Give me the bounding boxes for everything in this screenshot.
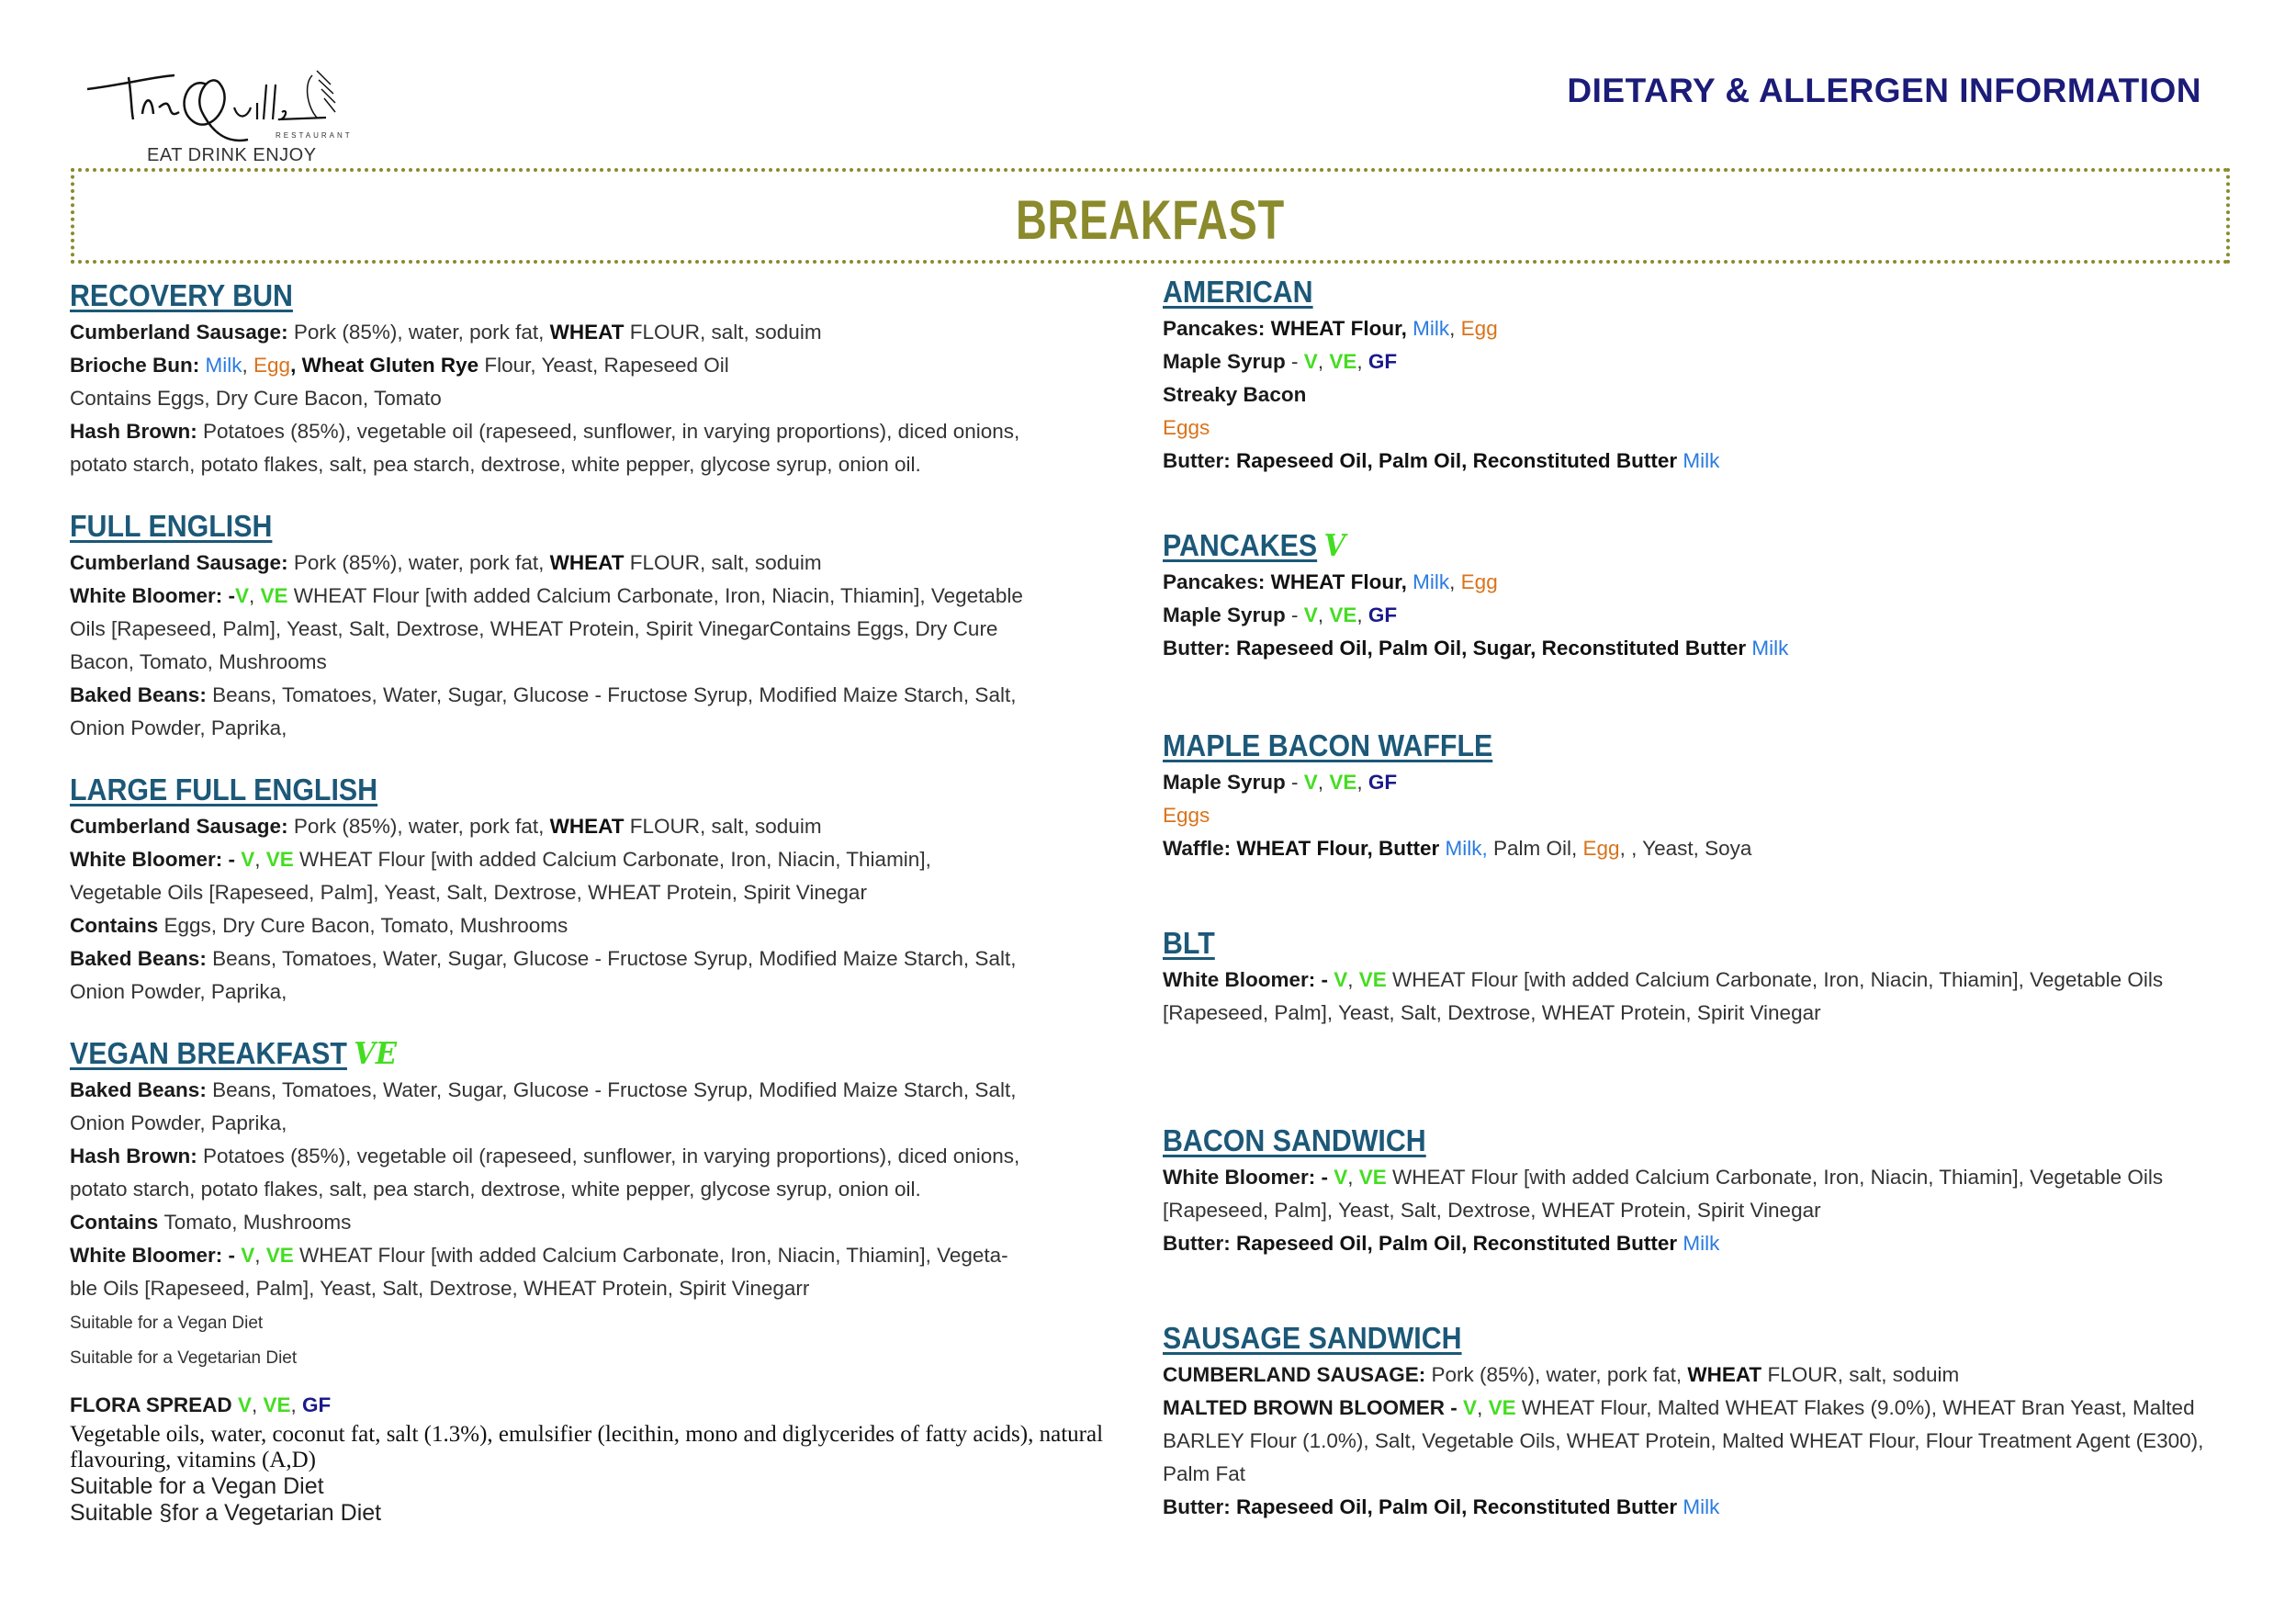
ingredient-label: Butter:: [1163, 1495, 1236, 1518]
menu-item-title: [70, 1033, 397, 1074]
ingredient-line: [70, 1305, 1126, 1340]
diet-badge: VE: [1329, 350, 1357, 373]
ingredient-text: WHEAT Flour [with added Calcium Carbonate, Iron, Niacin, Thiamin], Vegeta-: [293, 1244, 1008, 1267]
diet-badge: VE: [354, 1035, 398, 1071]
ingredient-label: Waffle:: [1163, 837, 1237, 860]
diet-badge: V: [1463, 1396, 1478, 1419]
ingredient-line: [70, 942, 1126, 976]
ingredient-line: [1163, 566, 2219, 599]
diet-badge: V: [1303, 350, 1318, 373]
menu-item-name: LARGE FULL ENGLISH: [70, 773, 378, 806]
ingredient-text-bold: Rapeseed Oil, Palm Oil, Sugar, Reconstituted Butter: [1236, 637, 1752, 660]
description-text: Vegetable oils, water, coconut fat, salt (1.3%), emulsifier (lecithin, mono and diglycerides of fatty acids), natural: [70, 1422, 1104, 1447]
ingredient-text: WHEAT Flour [with added Calcium Carbonate, Iron, Niacin, Thiamin], Vegetable Oils: [1386, 1166, 2164, 1189]
ingredient-label: White Bloomer: -: [70, 848, 242, 871]
ingredient-text: ,: [1347, 968, 1359, 991]
menu-item-title: [70, 770, 377, 810]
ingredient-line: [70, 1239, 1126, 1272]
ingredient-text: FLOUR, salt, soduim: [624, 551, 822, 574]
menu-item-name: FULL ENGLISH: [70, 509, 273, 543]
diet-badge: V: [1303, 771, 1318, 794]
ingredient-line: [1163, 1392, 2219, 1425]
ingredient-text: ,: [1449, 570, 1461, 593]
ingredient-label: Baked Beans:: [70, 1078, 213, 1101]
ingredient-line: [1163, 378, 2219, 412]
ingredient-text: ,: [290, 1393, 302, 1416]
ingredient-text: potato starch, potato flakes, salt, pea starch, dextrose, white pepper, glycose syrup, onion oil.: [70, 453, 921, 476]
ingredient-label: Butter:: [1163, 1232, 1236, 1255]
menu-item-large-full-english: [70, 770, 1126, 1009]
ingredient-label: Maple Syrup: [1163, 350, 1292, 373]
diet-badge: V: [1334, 968, 1348, 991]
ingredient-label: Baked Beans:: [70, 947, 213, 970]
menu-item-title: [1163, 1121, 1426, 1161]
ingredient-text: ,: [251, 1393, 264, 1416]
ingredient-text-bold: Rapeseed Oil, Palm Oil, Reconstituted Butter: [1236, 1495, 1683, 1518]
ingredient-line: [70, 415, 1126, 448]
ingredient-line: [70, 810, 1126, 843]
ingredient-line: [70, 580, 1126, 613]
banner-title: BREAKFAST: [1015, 189, 1286, 251]
diet-badge: VE: [1329, 771, 1357, 794]
tagline: EAT DRINK ENJOY: [147, 145, 317, 165]
ingredient-label: Pancakes:: [1163, 317, 1271, 340]
allergen-egg: Egg: [253, 354, 291, 377]
ingredient-line: [70, 1389, 1126, 1422]
menu-item-flora-spread: [70, 1389, 1126, 1527]
ingredient-text: ,: [1356, 771, 1368, 794]
ingredient-text: Potatoes (85%), vegetable oil (rapeseed, sunflower, in varying proportions), diced onions,: [203, 1145, 1020, 1167]
ingredient-line: [1163, 1227, 2219, 1260]
ingredient-line: [70, 1074, 1126, 1107]
ingredient-text: ,: [1356, 350, 1368, 373]
ingredient-line: [1163, 1458, 2219, 1491]
ingredient-line: [70, 1272, 1126, 1305]
menu-item-title: [70, 276, 293, 316]
ingredient-text: ,: [1317, 350, 1330, 373]
gluten-free-badge: GF: [1367, 350, 1398, 373]
ingredient-text: Flour, Yeast, Rapeseed Oil: [478, 354, 729, 377]
diet-badge: VE: [1329, 603, 1357, 626]
ingredient-line: [70, 316, 1126, 349]
ingredient-text: Tomato, Mushrooms: [163, 1211, 352, 1234]
ingredient-label: FLORA SPREAD: [70, 1393, 238, 1416]
ingredient-line: [70, 349, 1126, 382]
ingredient-line: [1163, 412, 2219, 445]
diet-badge: V: [235, 584, 250, 607]
ingredient-line: [1163, 1161, 2219, 1194]
ingredient-text: ,: [242, 354, 254, 377]
suitability-note: Suitable for a Vegetarian Diet: [70, 1348, 298, 1368]
ingredient-line: [1163, 632, 2219, 665]
ingredient-label: Brioche Bun:: [70, 354, 206, 377]
ingredient-line: [70, 1500, 1126, 1527]
ingredient-line: [1163, 599, 2219, 632]
ingredient-label: Baked Beans:: [70, 683, 213, 706]
gluten-free-badge: GF: [1367, 603, 1398, 626]
diet-badge: V: [237, 1393, 252, 1416]
ingredient-label: White Bloomer: -: [1163, 968, 1334, 991]
ingredient-line: [70, 448, 1126, 481]
ingredient-line: [70, 909, 1126, 942]
menu-item-sausage-sandwich: [1163, 1318, 2219, 1524]
ingredient-text: Pork (85%), water, pork fat,: [293, 551, 550, 574]
ingredient-line: [1163, 964, 2219, 997]
ingredient-label: CUMBERLAND SAUSAGE:: [1163, 1363, 1432, 1386]
ingredient-text: Oils [Rapeseed, Palm], Yeast, Salt, Dextrose, WHEAT Protein, Spirit VinegarContains Eggs, Dry Cure: [70, 617, 998, 640]
allergen-milk: Milk: [1751, 637, 1789, 660]
ingredient-text-bold: WHEAT: [1687, 1363, 1762, 1386]
menu-item-full-english: [70, 506, 1126, 745]
ingredient-text: WHEAT Flour, Malted WHEAT Flakes (9.0%), WHEAT Bran Yeast, Malted: [1515, 1396, 2195, 1419]
ingredient-line: [1163, 345, 2219, 378]
ingredient-line: [70, 646, 1126, 679]
ingredient-line: [1163, 1359, 2219, 1392]
ingredient-label: Cumberland Sausage:: [70, 321, 294, 344]
diet-badge: VE: [1488, 1396, 1516, 1419]
ingredient-text: potato starch, potato flakes, salt, pea starch, dextrose, white pepper, glycose syrup, onion oil.: [70, 1178, 921, 1201]
menu-item-vegan-breakfast: [70, 1033, 1126, 1375]
ingredient-line: [70, 843, 1126, 876]
restaurant-logo: [87, 57, 381, 158]
menu-item-name: AMERICAN: [1163, 275, 1313, 309]
ingredient-text: FLOUR, salt, soduim: [624, 815, 822, 838]
ingredient-text: Beans, Tomatoes, Water, Sugar, Glucose - Fructose Syrup, Modified Maize Starch, Salt,: [212, 683, 1017, 706]
menu-item-name: SAUSAGE SANDWICH: [1163, 1321, 1462, 1355]
diet-badge: VE: [1358, 968, 1387, 991]
menu-item-name: PANCAKES: [1163, 528, 1318, 562]
ingredient-label: Streaky Bacon: [1163, 383, 1307, 406]
ingredient-line: [1163, 997, 2219, 1030]
ingredient-label: White Bloomer: -: [70, 1244, 242, 1267]
ingredient-label: Cumberland Sausage:: [70, 551, 294, 574]
ingredient-text: -: [1291, 771, 1304, 794]
gluten-free-badge: GF: [302, 1393, 332, 1416]
ingredient-text: ,: [254, 1244, 266, 1267]
ingredient-label: Contains: [70, 914, 164, 937]
ingredient-line: [70, 613, 1126, 646]
ingredient-text: Contains Eggs, Dry Cure Bacon, Tomato: [70, 387, 442, 410]
ingredient-label: White Bloomer: -: [70, 584, 235, 607]
ingredient-text: -: [1291, 603, 1304, 626]
ingredient-text: ,: [254, 848, 266, 871]
allergen-milk: Milk: [1412, 317, 1450, 340]
diet-badge: V: [241, 848, 255, 871]
diet-badge: V: [241, 1244, 255, 1267]
ingredient-line: [70, 547, 1126, 580]
diet-badge: VE: [260, 584, 288, 607]
ingredient-text: Onion Powder, Paprika,: [70, 716, 287, 739]
ingredient-text-bold: WHEAT Flour,: [1270, 570, 1413, 593]
ingredient-line: [1163, 1194, 2219, 1227]
ingredient-text-bold: WHEAT: [549, 551, 625, 574]
menu-item-title: [1163, 923, 1215, 964]
ingredient-label: White Bloomer: -: [1163, 1166, 1334, 1189]
allergen-milk: Milk: [205, 354, 242, 377]
ingredient-line: [70, 1422, 1126, 1448]
menu-item-bacon-sandwich: [1163, 1121, 2219, 1260]
ingredient-text: Pork (85%), water, pork fat,: [293, 815, 550, 838]
ingredient-line: [1163, 1425, 2219, 1458]
ingredient-text: ,: [1477, 1396, 1489, 1419]
ingredient-line: [70, 1206, 1126, 1239]
ingredient-text-bold: WHEAT: [549, 321, 625, 344]
allergen-egg: Eggs: [1163, 804, 1210, 827]
allergen-milk: Milk: [1683, 1232, 1720, 1255]
ingredient-text: WHEAT Flour [with added Calcium Carbonate, Iron, Niacin, Thiamin],: [293, 848, 931, 871]
ingredient-label: Cumberland Sausage:: [70, 815, 294, 838]
suitability-note: Suitable for a Vegan Diet: [70, 1314, 264, 1333]
ingredient-text: Onion Powder, Paprika,: [70, 1111, 287, 1134]
allergen-milk: Milk: [1412, 570, 1450, 593]
menu-item-recovery-bun: [70, 276, 1126, 481]
allergen-milk: Milk: [1683, 449, 1720, 472]
description-text: flavouring, vitamins (A,D): [70, 1448, 317, 1472]
ingredient-text: ,: [1317, 603, 1330, 626]
ingredient-line: [1163, 445, 2219, 478]
ingredient-text: FLOUR, salt, soduim: [624, 321, 822, 344]
ingredient-line: [70, 712, 1126, 745]
ingredient-label: Maple Syrup: [1163, 603, 1292, 626]
menu-item-title: [1163, 525, 1345, 566]
allergen-egg: Egg: [1460, 317, 1498, 340]
menu-item-title: [1163, 272, 1313, 312]
ingredient-label: Contains: [70, 1211, 164, 1234]
ingredient-text-bold: WHEAT Flour,: [1270, 317, 1413, 340]
diet-badge: V: [1323, 527, 1346, 563]
ingredient-line: [70, 1173, 1126, 1206]
ingredient-text: Pork (85%), water, pork fat,: [293, 321, 550, 344]
ingredient-text: Bacon, Tomato, Mushrooms: [70, 650, 327, 673]
ingredient-line: [1163, 1491, 2219, 1524]
ingredient-text: WHEAT Flour [with added Calcium Carbonate, Iron, Niacin, Thiamin], Vegetable Oils: [1386, 968, 2164, 991]
ingredient-text-bold: WHEAT: [549, 815, 625, 838]
diet-badge: VE: [263, 1393, 291, 1416]
ingredient-line: [1163, 312, 2219, 345]
ingredient-text: [Rapeseed, Palm], Yeast, Salt, Dextrose, WHEAT Protein, Spirit Vinegar: [1163, 1001, 1821, 1024]
diet-badge: VE: [265, 848, 294, 871]
diet-badge: VE: [265, 1244, 294, 1267]
ingredient-line: [70, 382, 1126, 415]
ingredient-line: [70, 976, 1126, 1009]
ingredient-text-bold: WHEAT Flour, Butter: [1236, 837, 1446, 860]
ingredient-label: Butter:: [1163, 637, 1236, 660]
ingredient-line: [70, 1473, 1126, 1500]
ingredient-text: ,: [1317, 771, 1330, 794]
breakfast-banner: [71, 168, 2230, 264]
ingredient-text: Beans, Tomatoes, Water, Sugar, Glucose - Fructose Syrup, Modified Maize Starch, Salt,: [212, 947, 1017, 970]
ingredient-text: Palm Fat: [1163, 1462, 1246, 1485]
menu-item-name: BACON SANDWICH: [1163, 1123, 1426, 1157]
document-title: DIETARY & ALLERGEN INFORMATION: [1567, 72, 2201, 109]
diet-badge: V: [1334, 1166, 1348, 1189]
menu-item-maple-bacon-waffle: [1163, 726, 2219, 865]
ingredient-label: Pancakes:: [1163, 570, 1271, 593]
ingredient-text: WHEAT Flour [with added Calcium Carbonate, Iron, Niacin, Thiamin], Vegetable: [287, 584, 1023, 607]
ingredient-text: Eggs, Dry Cure Bacon, Tomato, Mushrooms: [163, 914, 568, 937]
ingredient-text: , , Yeast, Soya: [1619, 837, 1752, 860]
allergen-milk: Milk: [1683, 1495, 1720, 1518]
ingredient-line: [70, 1107, 1126, 1140]
ingredient-text: [Rapeseed, Palm], Yeast, Salt, Dextrose, WHEAT Protein, Spirit Vinegar: [1163, 1199, 1821, 1222]
ingredient-text: Palm Oil,: [1487, 837, 1583, 860]
menu-item-pancakes: [1163, 525, 2219, 665]
suitability-note: Suitable for a Vegan Diet: [70, 1473, 324, 1499]
ingredient-line: [70, 876, 1126, 909]
menu-item-title: [1163, 726, 1492, 766]
ingredient-label: Maple Syrup: [1163, 771, 1292, 794]
ingredient-line: [70, 1448, 1126, 1473]
ingredient-text-bold: , Wheat Gluten Rye: [290, 354, 479, 377]
suitability-note: Suitable §for a Vegetarian Diet: [70, 1500, 382, 1526]
allergen-egg: Eggs: [1163, 416, 1210, 439]
ingredient-label: Hash Brown:: [70, 1145, 204, 1167]
ingredient-text: Onion Powder, Paprika,: [70, 980, 287, 1003]
ingredient-text-bold: Rapeseed Oil, Palm Oil, Reconstituted Butter: [1236, 449, 1683, 472]
ingredient-line: [70, 1140, 1126, 1173]
ingredient-text: ,: [249, 584, 261, 607]
ingredient-line: [70, 1340, 1126, 1375]
ingredient-text: BARLEY Flour (1.0%), Salt, Vegetable Oils, WHEAT Protein, Malted WHEAT Flour, Flour Treatment Agent (E300),: [1163, 1429, 2204, 1452]
ingredient-text: ,: [1356, 603, 1368, 626]
allergen-milk: Milk,: [1445, 837, 1488, 860]
ingredient-text: ble Oils [Rapeseed, Palm], Yeast, Salt, Dextrose, WHEAT Protein, Spirit Vinegarr: [70, 1277, 810, 1300]
menu-item-title: [70, 506, 272, 547]
menu-item-name: MAPLE BACON WAFFLE: [1163, 728, 1493, 762]
ingredient-text: ,: [1347, 1166, 1359, 1189]
menu-item-name: VEGAN BREAKFAST: [70, 1036, 347, 1070]
ingredient-text: Beans, Tomatoes, Water, Sugar, Glucose - Fructose Syrup, Modified Maize Starch, Salt,: [212, 1078, 1017, 1101]
ingredient-text-bold: Rapeseed Oil, Palm Oil, Reconstituted Butter: [1236, 1232, 1683, 1255]
menu-item-name: BLT: [1163, 926, 1215, 960]
ingredient-label: Butter:: [1163, 449, 1236, 472]
allergen-egg: Egg: [1460, 570, 1498, 593]
ingredient-line: [1163, 799, 2219, 832]
ingredient-text: FLOUR, salt, soduim: [1761, 1363, 1960, 1386]
ingredient-text: -: [1291, 350, 1304, 373]
ingredient-line: [1163, 832, 2219, 865]
allergen-egg: Egg: [1582, 837, 1620, 860]
menu-item-title: [1163, 1318, 1462, 1359]
quills-logo-icon: [87, 57, 381, 158]
menu-item-name: RECOVERY BUN: [70, 278, 293, 312]
svg-text:RESTAURANT: RESTAURANT: [276, 131, 353, 140]
ingredient-text: Pork (85%), water, pork fat,: [1431, 1363, 1688, 1386]
ingredient-line: [70, 679, 1126, 712]
diet-badge: V: [1303, 603, 1318, 626]
ingredient-line: [1163, 766, 2219, 799]
menu-item-american: [1163, 272, 2219, 478]
ingredient-label: MALTED BROWN BLOOMER -: [1163, 1396, 1464, 1419]
ingredient-text: Vegetable Oils [Rapeseed, Palm], Yeast, Salt, Dextrose, WHEAT Protein, Spirit Vinegar: [70, 881, 867, 904]
menu-item-blt: [1163, 923, 2219, 1030]
ingredient-text: ,: [1449, 317, 1461, 340]
ingredient-label: Hash Brown:: [70, 420, 204, 443]
gluten-free-badge: GF: [1367, 771, 1398, 794]
diet-badge: VE: [1358, 1166, 1387, 1189]
ingredient-text: Potatoes (85%), vegetable oil (rapeseed, sunflower, in varying proportions), diced onions,: [203, 420, 1020, 443]
